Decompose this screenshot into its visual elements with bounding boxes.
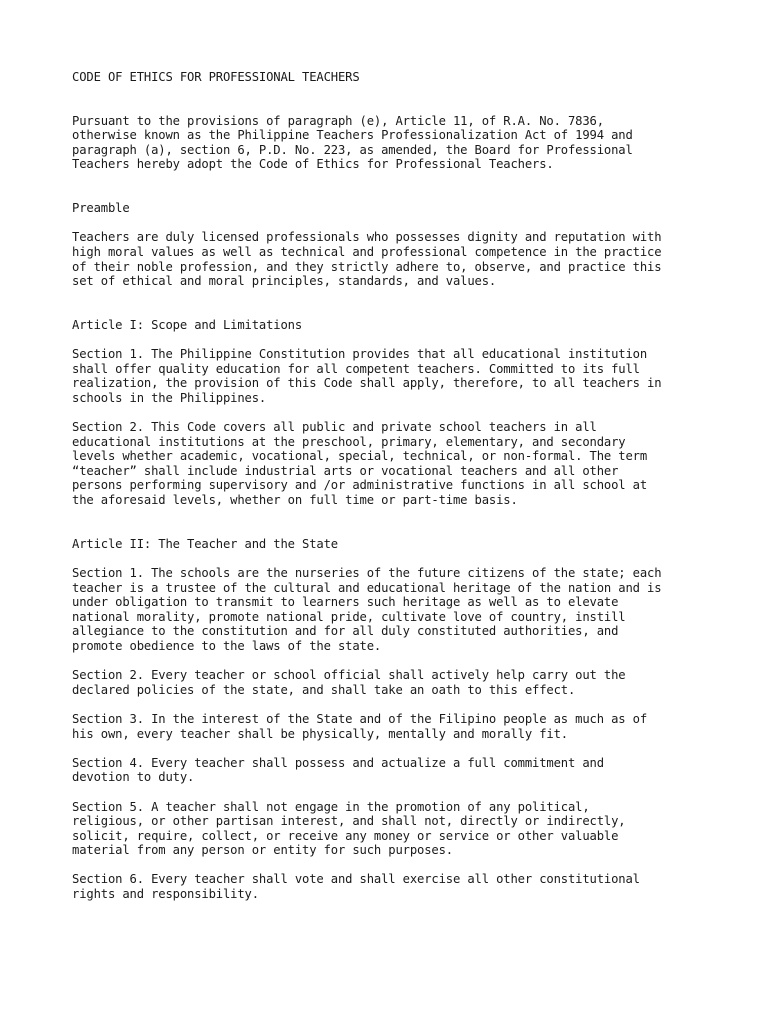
article-2-section-5: Section 5. A teacher shall not engage in the promotion of any political, religious, or other partisan interest, and shall not, directly or indirectly, solicit, require, collect, or receive any money or service or other valuable material from any person or entity for such purposes. — [72, 799, 626, 858]
article-1-section-1: Section 1. The Philippine Constitution provides that all educational institution shall offer quality education for all competent teachers. Committed to its full realization, the provision of this Code shall apply, therefore, to all teachers in schools in the Philippines. — [72, 347, 662, 405]
article-2-section-3: Section 3. In the interest of the State and of the Filipino people as much as of his own, every teacher shall be physically, mentally and morally fit. — [72, 711, 647, 741]
document-page — [72, 70, 712, 902]
preamble-heading: Preamble — [72, 201, 130, 216]
article-1-heading: Article I: Scope and Limitations — [72, 317, 302, 332]
intro-paragraph: Pursuant to the provisions of paragraph (e), Article 11, of R.A. No. 7836, otherwise known as the Philippine Teachers Professionalization Act of 1994 and paragraph (a), section 6, P.D. No. 223, as amended, the Board for Professional Teachers hereby adopt the Code of Ethics for Professional Teachers. — [72, 113, 633, 172]
article-2-section-1: Section 1. The schools are the nurseries of the future citizens of the state; each teacher is a trustee of the cultural and educational heritage of the nation and is under obligation to transmit to learners such heritage as well as to elevate national morality, promote national pride, cultivate love of country, instill allegiance to the constitution and for all duly constituted authorities, and promote obedience to the laws of the state. — [72, 566, 662, 653]
article-2-section-2: Section 2. Every teacher or school official shall actively help carry out the declared policies of the state, and shall take an oath to this effect. — [72, 668, 626, 697]
document-title: CODE OF ETHICS FOR PROFESSIONAL TEACHERS — [72, 70, 360, 84]
preamble-paragraph: Teachers are duly licensed professionals who possesses dignity and reputation with high moral values as well as technical and professional competence in the practice of their noble profession, and they strictly adhere to, observe, and practice this set of ethical and moral principles, standards, and values. — [72, 230, 662, 289]
article-2-section-4: Section 4. Every teacher shall possess and actualize a full commitment and devotion to duty. — [72, 755, 604, 785]
article-2-heading: Article II: The Teacher and the State — [72, 536, 338, 551]
article-1-section-2: Section 2. This Code covers all public and private school teachers in all educational institutions at the preschool, primary, elementary, and secondary levels whether academic, vocational, special, technical, or non-formal. The term “teacher” shall include industrial arts or vocational teachers and all other persons performing supervisory and /or administrative functions in all school at the aforesaid levels, whether on full time or part-time basis. — [72, 420, 647, 508]
article-2-section-6: Section 6. Every teacher shall vote and shall exercise all other constitutional rights and responsibility. — [72, 872, 640, 902]
